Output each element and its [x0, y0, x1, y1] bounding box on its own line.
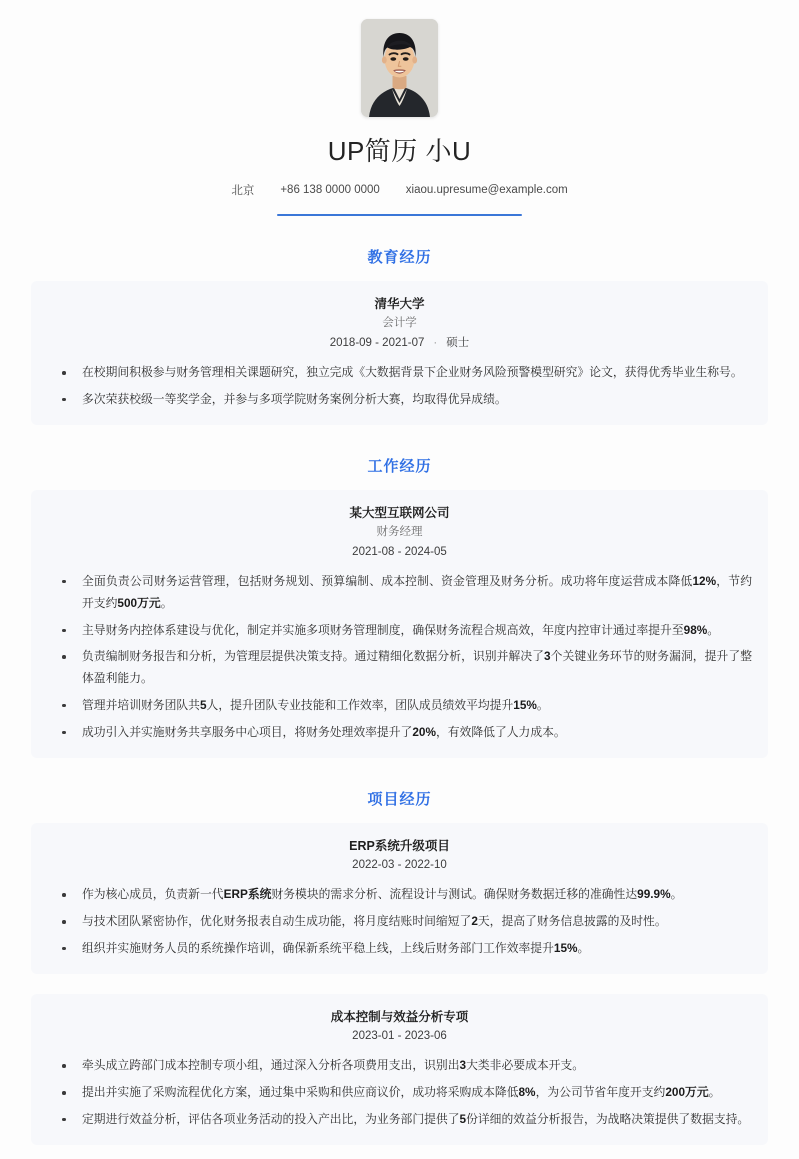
entry-head — [47, 295, 752, 355]
list-item: 提出并实施了采购流程优化方案，通过集中采购和供应商议价，成功将采购成本降低8%，为公司节省年度开支约200万元。 — [47, 1082, 752, 1104]
section-title-work: 工作经历 — [367, 457, 432, 475]
list-item: 作为核心成员，负责新一代ERP系统财务模块的需求分析、流程设计与测试。确保财务数据迁移的准确性达99.9%。 — [47, 884, 752, 906]
list-item: 组织并实施财务人员的系统操作培训，确保新系统平稳上线，上线后财务部门工作效率提升15%。 — [47, 938, 752, 960]
list-item: 牵头成立跨部门成本控制专项小组，通过深入分析各项费用支出，识别出3大类非必要成本开支。 — [47, 1055, 752, 1077]
contact-location: 北京 — [231, 184, 255, 197]
meta-separator-icon: · — [433, 337, 438, 350]
education-bullets — [47, 362, 752, 411]
entry-organization: 成本控制与效益分析专项 — [330, 1009, 469, 1024]
section-title-projects: 项目经历 — [367, 790, 432, 808]
contact-email: xiaou.upresume@example.com — [405, 183, 568, 196]
list-item: 成功引入并实施财务共享服务中心项目，将财务处理效率提升了20%，有效降低了人力成本。 — [47, 722, 752, 744]
entry-date: 2022-03 - 2022-10 — [352, 859, 447, 872]
contact-row — [0, 182, 799, 198]
portrait-icon — [361, 19, 438, 117]
contact-phone: +86 138 0000 0000 — [280, 183, 380, 196]
project-bullets — [47, 884, 752, 959]
list-item: 定期进行效益分析，评估各项业务活动的投入产出比，为业务部门提供了5份详细的效益分析报告，为战略决策提供了数据支持。 — [47, 1109, 752, 1131]
list-item: 主导财务内控体系建设与优化，制定并实施多项财务管理制度，确保财务流程合规高效，年度内控审计通过率提升至98%。 — [47, 620, 752, 642]
avatar — [361, 19, 438, 117]
section-projects — [0, 758, 799, 1145]
resume-header — [0, 0, 799, 216]
entry-date: 2018-09 - 2021-07 — [329, 337, 425, 350]
entry-meta — [47, 1026, 752, 1048]
avatar-container — [0, 19, 799, 117]
entry-organization: 某大型互联网公司 — [349, 505, 450, 520]
entry-role: 财务经理 — [376, 525, 423, 538]
section-title-education: 教育经历 — [367, 249, 432, 266]
project-bullets — [47, 1055, 752, 1130]
entry-date: 2023-01 - 2023-06 — [352, 1030, 447, 1043]
entry-organization: 清华大学 — [374, 297, 425, 311]
education-card — [31, 281, 768, 425]
entry-meta — [47, 855, 752, 877]
entry-date: 2021-08 - 2024-05 — [352, 546, 447, 559]
project-card-cost-control — [31, 994, 768, 1145]
entry-organization: ERP系统升级项目 — [349, 838, 450, 853]
list-item: 在校期间积极参与财务管理相关课题研究，独立完成《大数据背景下企业财务风险预警模型研究》论文，获得优秀毕业生称号。 — [47, 362, 752, 384]
entry-head — [47, 1008, 752, 1049]
entry-role: 会计学 — [382, 316, 417, 329]
entry-head — [47, 837, 752, 878]
list-item: 与技术团队紧密协作，优化财务报表自动生成功能，将月度结账时间缩短了2天，提高了财务信息披露的及时性。 — [47, 911, 752, 933]
entry-degree: 硕士 — [446, 337, 470, 350]
entry-meta — [47, 542, 752, 564]
project-card-erp — [31, 823, 768, 974]
page-title: UP简历 小U — [327, 136, 472, 166]
entry-meta — [47, 333, 752, 355]
list-item: 全面负责公司财务运营管理，包括财务规划、预算编制、成本控制、资金管理及财务分析。成功将年度运营成本降低12%，节约开支约500万元。 — [47, 571, 752, 615]
list-item: 管理并培训财务团队共5人，提升团队专业技能和工作效率，团队成员绩效平均提升15%。 — [47, 695, 752, 717]
section-education — [0, 216, 799, 425]
entry-head — [47, 504, 752, 564]
work-bullets — [47, 571, 752, 744]
list-item: 负责编制财务报告和分析，为管理层提供决策支持。通过精细化数据分析，识别并解决了3个关键业务环节的财务漏洞，提升了整体盈利能力。 — [47, 646, 752, 690]
section-work — [0, 425, 799, 758]
work-card — [31, 490, 768, 758]
list-item: 多次荣获校级一等奖学金，并参与多项学院财务案例分析大赛，均取得优异成绩。 — [47, 389, 752, 411]
